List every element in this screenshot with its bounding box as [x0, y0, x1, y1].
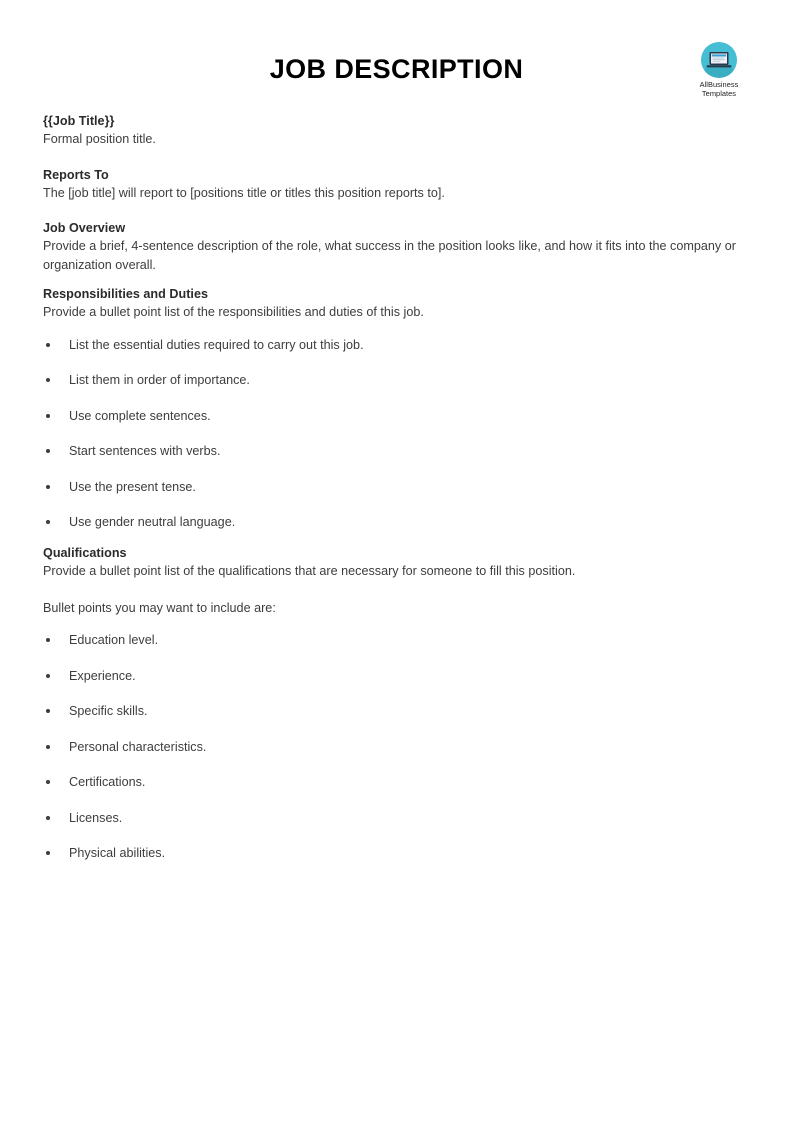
- list-item-label: Personal characteristics.: [69, 739, 207, 754]
- page-title: JOB DESCRIPTION: [269, 54, 524, 84]
- list-item: [43, 631, 750, 649]
- bullet-icon: [46, 851, 50, 855]
- list-item: [43, 702, 750, 720]
- list-item: [43, 442, 750, 460]
- section-heading-job-title: {{Job Title}}: [43, 114, 115, 128]
- section-heading-reports-to: Reports To: [43, 167, 109, 182]
- bullet-icon: [46, 638, 50, 642]
- list-item-label: Licenses.: [69, 810, 123, 825]
- list-item: [43, 407, 750, 425]
- list-item: [43, 371, 750, 389]
- list-item-label: Use gender neutral language.: [69, 515, 236, 529]
- bullet-icon: [46, 485, 50, 489]
- bullet-icon: [46, 674, 50, 678]
- document-body: [43, 113, 750, 862]
- spacer: [43, 581, 750, 599]
- bullet-icon: [46, 449, 50, 453]
- bullet-icon: [46, 520, 50, 524]
- section-body-job-title: Formal position title.: [43, 132, 156, 146]
- list-item-label: List the essential duties required to carry out this job.: [69, 337, 364, 352]
- bullet-icon: [46, 816, 50, 820]
- spacer: [43, 274, 750, 286]
- responsibilities-bullet-list: [43, 336, 750, 532]
- list-item-label: Certifications.: [69, 775, 146, 789]
- section-heading-qualifications: Qualifications: [43, 546, 127, 560]
- list-item: [43, 773, 750, 791]
- list-item-label: Start sentences with verbs.: [69, 444, 221, 458]
- spacer: [43, 322, 750, 336]
- logo-caption-line1: AllBusiness: [699, 80, 739, 89]
- list-item-label: Experience.: [69, 668, 136, 683]
- section-body-qualifications-intro: Bullet points you may want to include are:: [43, 600, 276, 615]
- spacer: [43, 617, 750, 631]
- list-item-label: Use complete sentences.: [69, 408, 211, 423]
- section-body-job-overview: Provide a brief, 4-sentence description of the role, what success in the position looks like, and how it fits into the company or organization overall.: [43, 239, 736, 272]
- list-item: [43, 844, 750, 862]
- list-item-label: Physical abilities.: [69, 846, 166, 860]
- list-item: [43, 738, 750, 756]
- list-item: [43, 336, 750, 354]
- bullet-icon: [46, 709, 50, 713]
- list-item: [43, 809, 750, 827]
- bullet-icon: [46, 414, 50, 418]
- bullet-icon: [46, 745, 50, 749]
- spacer: [43, 202, 750, 220]
- list-item: [43, 667, 750, 685]
- bullet-icon: [46, 378, 50, 382]
- list-item-label: List them in order of importance.: [69, 373, 250, 387]
- spacer: [43, 531, 750, 545]
- logo-caption-line2: Templates: [701, 89, 737, 99]
- bullet-icon: [46, 343, 50, 347]
- list-item: [43, 513, 750, 531]
- section-heading-job-overview: Job Overview: [43, 221, 126, 235]
- qualifications-bullet-list: [43, 631, 750, 862]
- list-item: [43, 478, 750, 496]
- list-item-label: Specific skills.: [69, 704, 148, 718]
- section-body-responsibilities: Provide a bullet point list of the responsibilities and duties of this job.: [43, 305, 424, 319]
- section-heading-responsibilities: Responsibilities and Duties: [43, 287, 208, 301]
- bullet-icon: [46, 780, 50, 784]
- spacer: [43, 149, 750, 167]
- section-body-reports-to: The [job title] will report to [positions title or titles this position reports to].: [43, 185, 445, 200]
- section-body-qualifications: Provide a bullet point list of the qualifications that are necessary for someone to fill this position.: [43, 564, 576, 578]
- list-item-label: Use the present tense.: [69, 479, 196, 494]
- list-item-label: Education level.: [69, 633, 159, 647]
